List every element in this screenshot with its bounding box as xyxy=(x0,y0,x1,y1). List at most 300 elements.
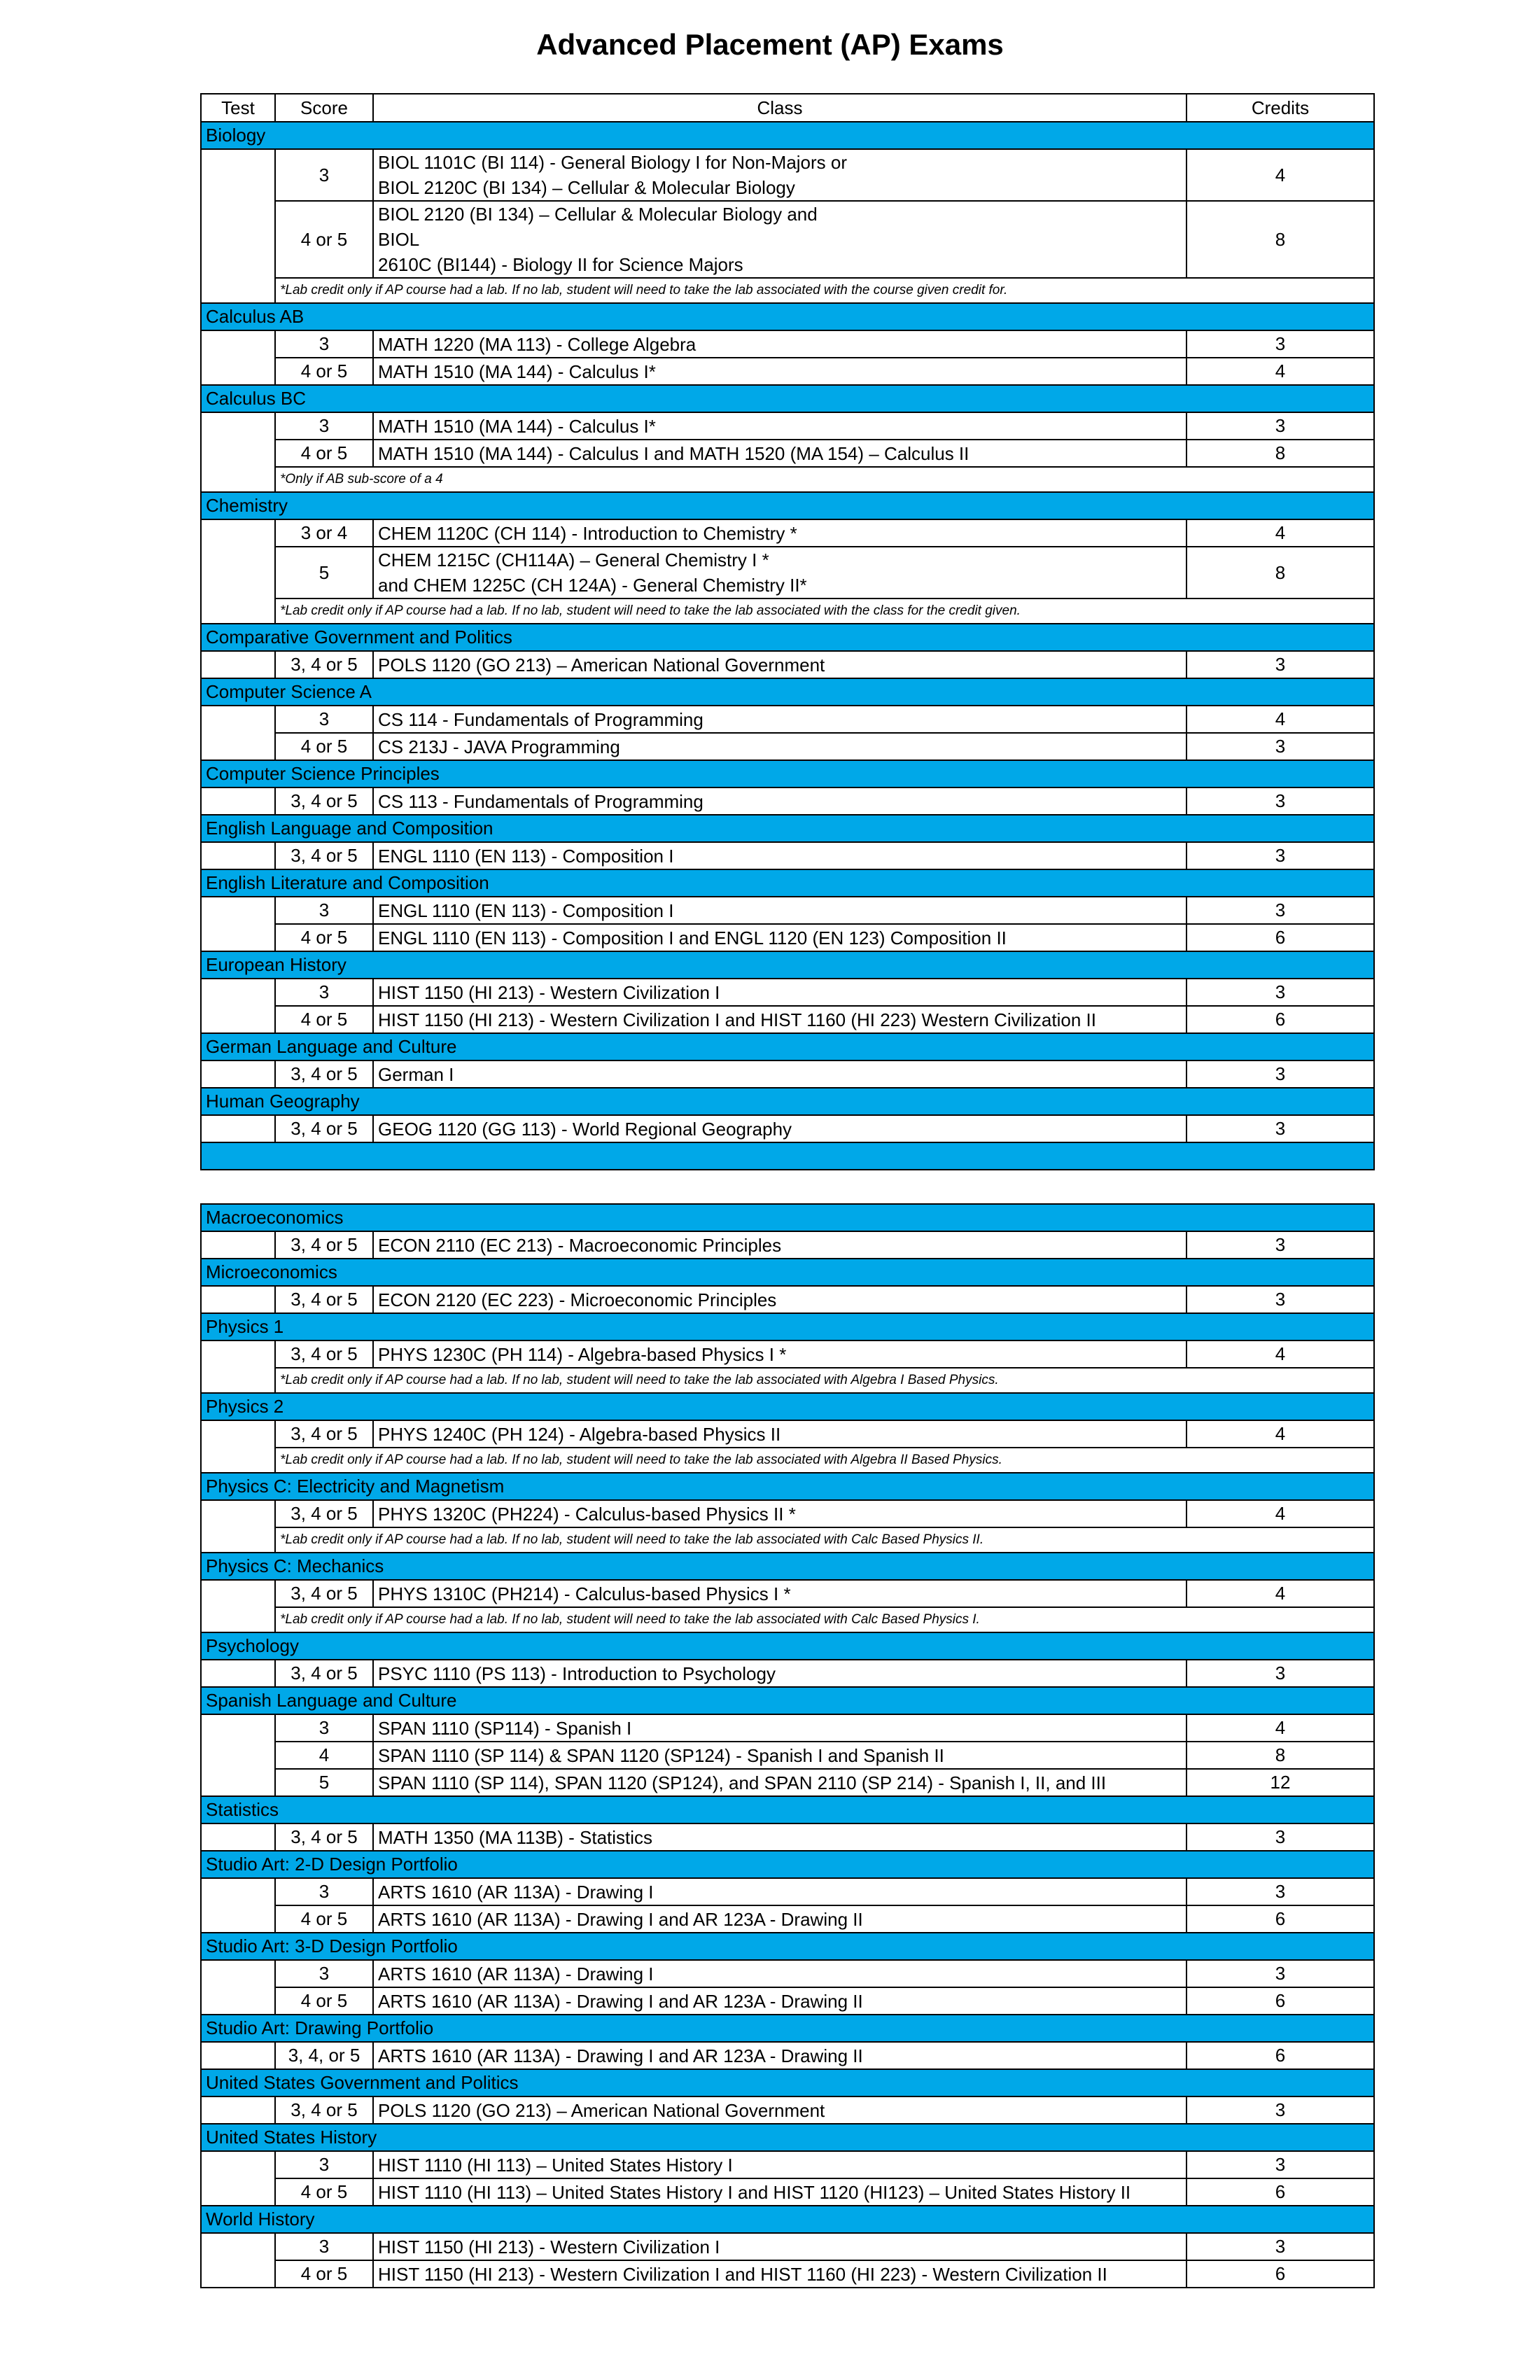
class-cell xyxy=(373,2178,1186,2206)
credits-cell: 3 xyxy=(1186,2151,1374,2178)
class-cell xyxy=(373,2260,1186,2288)
score-cell: 3, 4 or 5 xyxy=(275,1115,373,1142)
score-cell: 3, 4 or 5 xyxy=(275,1500,373,1527)
note-row xyxy=(201,278,1374,303)
category-name: Computer Science Principles xyxy=(201,760,1374,788)
score-cell: 3, 4 or 5 xyxy=(275,1340,373,1368)
class-line: ENGL 1110 (EN 113) - Composition I xyxy=(378,899,674,921)
category-row xyxy=(201,869,1374,897)
credits-cell: 4 xyxy=(1186,1500,1374,1527)
score-cell: 3, 4 or 5 xyxy=(275,651,373,678)
score-cell: 3, 4 or 5 xyxy=(275,1580,373,1607)
class-cell xyxy=(373,1500,1186,1527)
credits-cell: 4 xyxy=(1186,358,1374,385)
table-row xyxy=(201,2178,1374,2206)
header-score: Score xyxy=(275,94,373,122)
class-line: PHYS 1310C (PH214) - Calculus-based Physics I * xyxy=(378,1583,791,1604)
table-body-part-1 xyxy=(201,122,1374,1170)
table-row xyxy=(201,519,1374,547)
score-cell: 3 xyxy=(275,330,373,358)
score-cell: 3, 4 or 5 xyxy=(275,1660,373,1687)
category-name: Biology xyxy=(201,122,1374,149)
note-row xyxy=(201,598,1374,624)
test-cell xyxy=(201,330,275,385)
class-line: PHYS 1320C (PH224) - Calculus-based Physics II * xyxy=(378,1503,796,1525)
credits-cell: 4 xyxy=(1186,1714,1374,1742)
credits-cell: 4 xyxy=(1186,1340,1374,1368)
class-cell xyxy=(373,1580,1186,1607)
class-line: MATH 1350 (MA 113B) - Statistics xyxy=(378,1826,653,1848)
table-row xyxy=(201,1987,1374,2015)
test-cell xyxy=(201,2042,275,2069)
blank-band xyxy=(201,1142,1374,1170)
category-row xyxy=(201,492,1374,519)
note-row xyxy=(201,1368,1374,1393)
category-name: Physics C: Electricity and Magnetism xyxy=(201,1473,1374,1500)
score-cell: 5 xyxy=(275,547,373,598)
class-cell xyxy=(373,733,1186,760)
category-name: English Literature and Composition xyxy=(201,869,1374,897)
class-cell xyxy=(373,1420,1186,1448)
test-cell xyxy=(201,979,275,1033)
class-line: BIOL 1101C (BI 114) - General Biology I for Non-Majors or xyxy=(378,152,848,173)
category-row xyxy=(201,2206,1374,2233)
credits-cell: 3 xyxy=(1186,330,1374,358)
credits-cell: 6 xyxy=(1186,1987,1374,2015)
category-name: Studio Art: Drawing Portfolio xyxy=(201,2015,1374,2042)
class-cell xyxy=(373,1060,1186,1088)
table-row xyxy=(201,1231,1374,1259)
category-name: United States Government and Politics xyxy=(201,2069,1374,2096)
category-row xyxy=(201,385,1374,412)
category-row xyxy=(201,1204,1374,1231)
credits-cell: 3 xyxy=(1186,979,1374,1006)
credits-cell: 8 xyxy=(1186,440,1374,467)
class-line: ARTS 1610 (AR 113A) - Drawing I xyxy=(378,1963,654,1984)
class-line: MATH 1220 (MA 113) - College Algebra xyxy=(378,333,696,355)
test-cell xyxy=(201,519,275,624)
class-line: POLS 1120 (GO 213) – American National Government xyxy=(378,654,825,676)
test-cell xyxy=(201,1500,275,1553)
category-name: Microeconomics xyxy=(201,1259,1374,1286)
category-name: German Language and Culture xyxy=(201,1033,1374,1060)
class-cell xyxy=(373,651,1186,678)
category-name: World History xyxy=(201,2206,1374,2233)
test-cell xyxy=(201,1340,275,1393)
note-row xyxy=(201,467,1374,492)
category-name: Comparative Government and Politics xyxy=(201,624,1374,651)
table-row xyxy=(201,2260,1374,2288)
category-name: Macroeconomics xyxy=(201,1204,1374,1231)
category-name: Spanish Language and Culture xyxy=(201,1687,1374,1714)
credits-cell: 3 xyxy=(1186,1960,1374,1987)
credits-cell: 3 xyxy=(1186,897,1374,924)
credits-cell: 3 xyxy=(1186,1286,1374,1313)
category-row xyxy=(201,2069,1374,2096)
table-row xyxy=(201,788,1374,815)
class-line: ARTS 1610 (AR 113A) - Drawing I xyxy=(378,1881,654,1903)
table-row xyxy=(201,358,1374,385)
class-line: HIST 1150 (HI 213) - Western Civilization I and HIST 1160 (HI 223) Western Civilization II xyxy=(378,1009,1096,1030)
credits-cell: 8 xyxy=(1186,201,1374,278)
table-row xyxy=(201,651,1374,678)
class-line: CHEM 1215C (CH114A) – General Chemistry I * xyxy=(378,550,769,570)
class-cell xyxy=(373,1115,1186,1142)
note-row xyxy=(201,1607,1374,1632)
footnote: *Lab credit only if AP course had a lab. If no lab, student will need to take the lab associated with Algebra II Based Physics. xyxy=(275,1448,1374,1473)
test-cell xyxy=(201,1580,275,1632)
credits-cell: 6 xyxy=(1186,2260,1374,2288)
class-line: ARTS 1610 (AR 113A) - Drawing I and AR 123A - Drawing II xyxy=(378,2045,863,2066)
test-cell xyxy=(201,1878,275,1933)
class-line: HIST 1150 (HI 213) - Western Civilization I and HIST 1160 (HI 223) - Western Civilization II xyxy=(378,2263,1107,2285)
blank-row xyxy=(201,1142,1374,1170)
table-row xyxy=(201,924,1374,951)
class-line: HIST 1150 (HI 213) - Western Civilization I xyxy=(378,981,720,1003)
class-cell xyxy=(373,1878,1186,1905)
table-row xyxy=(201,979,1374,1006)
class-line: CS 213J - JAVA Programming xyxy=(378,736,620,757)
score-cell: 3 xyxy=(275,2233,373,2260)
class-cell xyxy=(373,440,1186,467)
category-row xyxy=(201,1687,1374,1714)
class-cell xyxy=(373,358,1186,385)
category-row xyxy=(201,1393,1374,1420)
class-line: SPAN 1110 (SP114) - Spanish I xyxy=(378,1717,632,1739)
category-row xyxy=(201,303,1374,330)
class-cell xyxy=(373,924,1186,951)
class-cell xyxy=(373,897,1186,924)
credits-cell: 6 xyxy=(1186,1006,1374,1033)
credits-cell: 3 xyxy=(1186,1823,1374,1851)
credits-cell: 3 xyxy=(1186,1878,1374,1905)
header-test: Test xyxy=(201,94,275,122)
credits-cell: 3 xyxy=(1186,1115,1374,1142)
score-cell: 3 xyxy=(275,149,373,201)
category-row xyxy=(201,1632,1374,1660)
table-row xyxy=(201,1420,1374,1448)
credits-cell: 8 xyxy=(1186,547,1374,598)
credits-cell: 4 xyxy=(1186,1420,1374,1448)
test-cell xyxy=(201,1060,275,1088)
class-line: ARTS 1610 (AR 113A) - Drawing I and AR 123A - Drawing II xyxy=(378,1990,863,2012)
class-cell xyxy=(373,1769,1186,1796)
credits-cell: 3 xyxy=(1186,1660,1374,1687)
score-cell: 3, 4 or 5 xyxy=(275,842,373,869)
class-line: MATH 1510 (MA 144) - Calculus I* xyxy=(378,415,656,437)
test-cell xyxy=(201,1231,275,1259)
test-cell xyxy=(201,706,275,760)
score-cell: 3, 4 or 5 xyxy=(275,788,373,815)
credits-cell: 12 xyxy=(1186,1769,1374,1796)
table-row xyxy=(201,1500,1374,1527)
score-cell: 3 xyxy=(275,2151,373,2178)
category-row xyxy=(201,951,1374,979)
category-row xyxy=(201,2015,1374,2042)
category-row xyxy=(201,1259,1374,1286)
class-cell xyxy=(373,201,1186,278)
class-line: German I xyxy=(378,1063,454,1085)
category-name: Calculus BC xyxy=(201,385,1374,412)
score-cell: 5 xyxy=(275,1769,373,1796)
header-credits: Credits xyxy=(1186,94,1374,122)
class-cell xyxy=(373,2096,1186,2124)
class-line: HIST 1110 (HI 113) – United States History I xyxy=(378,2154,733,2176)
class-line: MATH 1510 (MA 144) - Calculus I and MATH 1520 (MA 154) – Calculus II xyxy=(378,442,969,464)
test-cell xyxy=(201,788,275,815)
table-row xyxy=(201,2151,1374,2178)
class-line: ECON 2120 (EC 223) - Microeconomic Principles xyxy=(378,1289,777,1310)
ap-exams-table-part-1 xyxy=(200,93,1375,1170)
class-cell xyxy=(373,1660,1186,1687)
score-cell: 4 or 5 xyxy=(275,1006,373,1033)
table-row xyxy=(201,1960,1374,1987)
test-cell xyxy=(201,412,275,492)
score-cell: 4 or 5 xyxy=(275,733,373,760)
table-row xyxy=(201,897,1374,924)
table-row xyxy=(201,2233,1374,2260)
score-cell: 3 or 4 xyxy=(275,519,373,547)
category-row xyxy=(201,1473,1374,1500)
footnote: *Lab credit only if AP course had a lab. If no lab, student will need to take the lab associated with the course given credit for. xyxy=(275,278,1374,303)
category-name: Physics 2 xyxy=(201,1393,1374,1420)
class-line: HIST 1110 (HI 113) – United States History I and HIST 1120 (HI123) – United States History II xyxy=(378,2181,1131,2203)
credits-cell: 3 xyxy=(1186,651,1374,678)
test-cell xyxy=(201,842,275,869)
class-cell xyxy=(373,1742,1186,1769)
table-row xyxy=(201,842,1374,869)
class-line: BIOL xyxy=(378,229,420,250)
table-row xyxy=(201,412,1374,440)
score-cell: 3, 4 or 5 xyxy=(275,1823,373,1851)
score-cell: 3 xyxy=(275,1878,373,1905)
test-cell xyxy=(201,1286,275,1313)
category-row xyxy=(201,1033,1374,1060)
table-row xyxy=(201,1060,1374,1088)
table-row xyxy=(201,330,1374,358)
credits-cell: 6 xyxy=(1186,1905,1374,1933)
class-line: MATH 1510 (MA 144) - Calculus I* xyxy=(378,360,656,382)
score-cell: 3 xyxy=(275,1960,373,1987)
class-line: BIOL 2120C (BI 134) – Cellular & Molecular Biology xyxy=(378,177,795,198)
table-row xyxy=(201,706,1374,733)
test-cell xyxy=(201,2096,275,2124)
class-line: 2610C (BI144) - Biology II for Science Majors xyxy=(378,254,743,275)
category-row xyxy=(201,1088,1374,1115)
table-row xyxy=(201,201,1374,278)
class-line: BIOL 2120 (BI 134) – Cellular & Molecular Biology and xyxy=(378,204,818,225)
category-name: United States History xyxy=(201,2124,1374,2151)
footnote: *Lab credit only if AP course had a lab. If no lab, student will need to take the lab associated with Calc Based Physics I. xyxy=(275,1607,1374,1632)
table-row xyxy=(201,1878,1374,1905)
class-line: GEOG 1120 (GG 113) - World Regional Geography xyxy=(378,1118,792,1140)
credits-cell: 3 xyxy=(1186,733,1374,760)
class-cell xyxy=(373,1231,1186,1259)
test-cell xyxy=(201,1115,275,1142)
category-name: English Language and Composition xyxy=(201,815,1374,842)
credits-cell: 6 xyxy=(1186,2042,1374,2069)
category-row xyxy=(201,1933,1374,1960)
footnote: *Only if AB sub-score of a 4 xyxy=(275,467,1374,492)
footnote: *Lab credit only if AP course had a lab. If no lab, student will need to take the lab associated with Calc Based Physics II. xyxy=(275,1527,1374,1553)
header-class: Class xyxy=(373,94,1186,122)
test-cell xyxy=(201,651,275,678)
table-header-row xyxy=(201,94,1374,122)
category-row xyxy=(201,1851,1374,1878)
score-cell: 4 or 5 xyxy=(275,2178,373,2206)
footnote: *Lab credit only if AP course had a lab. If no lab, student will need to take the lab associated with the class for the credit given. xyxy=(275,598,1374,624)
test-cell xyxy=(201,2151,275,2206)
category-name: European History xyxy=(201,951,1374,979)
table-row xyxy=(201,1006,1374,1033)
credits-cell: 4 xyxy=(1186,706,1374,733)
score-cell: 4 or 5 xyxy=(275,1987,373,2015)
table-row xyxy=(201,440,1374,467)
class-cell xyxy=(373,1823,1186,1851)
score-cell: 3, 4, or 5 xyxy=(275,2042,373,2069)
class-line: CS 113 - Fundamentals of Programming xyxy=(378,790,704,812)
table-row xyxy=(201,1714,1374,1742)
credits-cell: 6 xyxy=(1186,924,1374,951)
footnote: *Lab credit only if AP course had a lab. If no lab, student will need to take the lab associated with Algebra I Based Physics. xyxy=(275,1368,1374,1393)
class-cell xyxy=(373,1960,1186,1987)
class-cell xyxy=(373,2151,1186,2178)
category-row xyxy=(201,624,1374,651)
category-name: Computer Science A xyxy=(201,678,1374,706)
class-line: CHEM 1120C (CH 114) - Introduction to Chemistry * xyxy=(378,522,797,544)
score-cell: 4 xyxy=(275,1742,373,1769)
class-cell xyxy=(373,1006,1186,1033)
page-title: Advanced Placement (AP) Exams xyxy=(536,28,1004,61)
score-cell: 3, 4 or 5 xyxy=(275,1231,373,1259)
category-name: Statistics xyxy=(201,1796,1374,1823)
credits-cell: 3 xyxy=(1186,842,1374,869)
table-row xyxy=(201,2096,1374,2124)
category-name: Studio Art: 3-D Design Portfolio xyxy=(201,1933,1374,1960)
class-cell xyxy=(373,2233,1186,2260)
table-row xyxy=(201,1823,1374,1851)
class-cell xyxy=(373,149,1186,201)
credits-cell: 6 xyxy=(1186,2178,1374,2206)
class-line: PSYC 1110 (PS 113) - Introduction to Psychology xyxy=(378,1662,776,1684)
category-name: Physics C: Mechanics xyxy=(201,1553,1374,1580)
table-row xyxy=(201,1742,1374,1769)
category-row xyxy=(201,678,1374,706)
category-row xyxy=(201,815,1374,842)
class-cell xyxy=(373,788,1186,815)
category-name: Studio Art: 2-D Design Portfolio xyxy=(201,1851,1374,1878)
score-cell: 3 xyxy=(275,412,373,440)
class-cell xyxy=(373,1286,1186,1313)
credits-cell: 3 xyxy=(1186,2233,1374,2260)
score-cell: 4 or 5 xyxy=(275,2260,373,2288)
credits-cell: 4 xyxy=(1186,1580,1374,1607)
credits-cell: 4 xyxy=(1186,149,1374,201)
class-line: ECON 2110 (EC 213) - Macroeconomic Principles xyxy=(378,1234,782,1256)
category-row xyxy=(201,2124,1374,2151)
score-cell: 3, 4 or 5 xyxy=(275,1060,373,1088)
test-cell xyxy=(201,2233,275,2288)
test-cell xyxy=(201,1660,275,1687)
class-cell xyxy=(373,519,1186,547)
class-line: PHYS 1240C (PH 124) - Algebra-based Physics II xyxy=(378,1423,781,1445)
table-row xyxy=(201,1769,1374,1796)
class-cell xyxy=(373,2042,1186,2069)
class-line: SPAN 1110 (SP 114) & SPAN 1120 (SP124) - Spanish I and Spanish II xyxy=(378,1744,944,1766)
class-cell xyxy=(373,842,1186,869)
score-cell: 3, 4 or 5 xyxy=(275,2096,373,2124)
score-cell: 4 or 5 xyxy=(275,924,373,951)
table-row xyxy=(201,1340,1374,1368)
class-line: ARTS 1610 (AR 113A) - Drawing I and AR 123A - Drawing II xyxy=(378,1908,863,1930)
class-line: CS 114 - Fundamentals of Programming xyxy=(378,708,704,730)
class-cell xyxy=(373,1340,1186,1368)
credits-cell: 3 xyxy=(1186,1060,1374,1088)
test-cell xyxy=(201,1420,275,1473)
table-row xyxy=(201,149,1374,201)
test-cell xyxy=(201,149,275,303)
table-row xyxy=(201,1905,1374,1933)
category-name: Chemistry xyxy=(201,492,1374,519)
class-cell xyxy=(373,1714,1186,1742)
category-row xyxy=(201,760,1374,788)
category-name: Physics 1 xyxy=(201,1313,1374,1340)
test-cell xyxy=(201,1714,275,1796)
category-row xyxy=(201,1796,1374,1823)
category-row xyxy=(201,1313,1374,1340)
class-line: SPAN 1110 (SP 114), SPAN 1120 (SP124), and SPAN 2110 (SP 214) - Spanish I, II, and III xyxy=(378,1772,1107,1793)
credits-cell: 4 xyxy=(1186,519,1374,547)
table-row xyxy=(201,1580,1374,1607)
score-cell: 3, 4 or 5 xyxy=(275,1420,373,1448)
table-row xyxy=(201,733,1374,760)
class-line: ENGL 1110 (EN 113) - Composition I xyxy=(378,845,674,867)
category-row xyxy=(201,122,1374,149)
credits-cell: 3 xyxy=(1186,412,1374,440)
class-cell xyxy=(373,412,1186,440)
score-cell: 4 or 5 xyxy=(275,1905,373,1933)
table-row xyxy=(201,547,1374,598)
category-name: Psychology xyxy=(201,1632,1374,1660)
score-cell: 4 or 5 xyxy=(275,440,373,467)
test-cell xyxy=(201,897,275,951)
table-body-part-2 xyxy=(201,1204,1374,2288)
test-cell xyxy=(201,1823,275,1851)
score-cell: 3 xyxy=(275,706,373,733)
class-line: PHYS 1230C (PH 114) - Algebra-based Physics I * xyxy=(378,1343,787,1365)
score-cell: 3, 4 or 5 xyxy=(275,1286,373,1313)
class-cell xyxy=(373,979,1186,1006)
category-row xyxy=(201,1553,1374,1580)
credits-cell: 8 xyxy=(1186,1742,1374,1769)
credits-cell: 3 xyxy=(1186,788,1374,815)
score-cell: 3 xyxy=(275,897,373,924)
category-name: Human Geography xyxy=(201,1088,1374,1115)
class-cell xyxy=(373,547,1186,598)
credits-cell: 3 xyxy=(1186,1231,1374,1259)
category-name: Calculus AB xyxy=(201,303,1374,330)
note-row xyxy=(201,1527,1374,1553)
class-cell xyxy=(373,330,1186,358)
table-row xyxy=(201,1115,1374,1142)
class-line: HIST 1150 (HI 213) - Western Civilization I xyxy=(378,2236,720,2258)
class-cell xyxy=(373,706,1186,733)
class-cell xyxy=(373,1987,1186,2015)
credits-cell: 3 xyxy=(1186,2096,1374,2124)
score-cell: 3 xyxy=(275,979,373,1006)
table-row xyxy=(201,1286,1374,1313)
table-row xyxy=(201,2042,1374,2069)
